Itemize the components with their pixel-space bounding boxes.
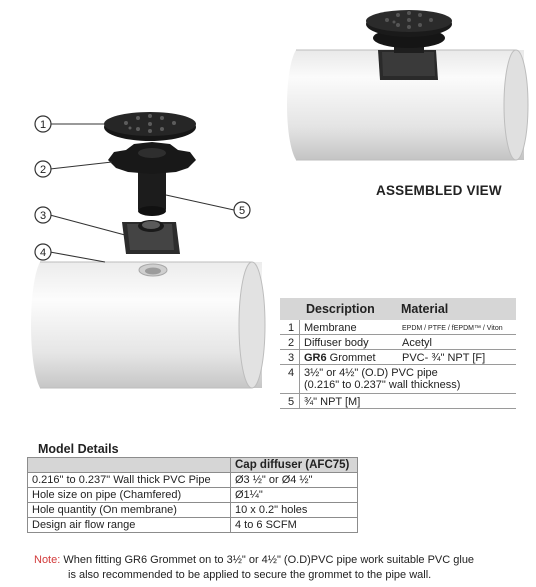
callout-5 <box>234 202 250 218</box>
svg-text:3: 3 <box>39 210 47 222</box>
membrane-part <box>104 112 196 141</box>
model-header-row <box>28 458 358 473</box>
fitting-note: Note: When fitting GR6 Grommet on to 3½" or 4½" (O.D)PVC pipe work suitable PVC glue is also recommended to be applied to secure the grommet to the pipe wall. <box>34 554 475 581</box>
assembled-view-illustration <box>276 0 536 185</box>
svg-text:4: 4 <box>39 247 47 259</box>
svg-text:2: 2 <box>39 164 47 176</box>
grommet-part <box>122 220 180 254</box>
material-header: Material <box>401 302 449 316</box>
model-header: Cap diffuser (AFC75) <box>231 458 358 473</box>
parts-row-4: 4 3½" or 4½" (O.D) PVC pipe (0.216" to 0.237" wall thickness) <box>280 365 516 394</box>
pipe-part <box>31 262 265 388</box>
callout-1 <box>35 116 51 132</box>
model-details-table <box>27 457 358 533</box>
callout-4 <box>35 244 51 260</box>
parts-row-5: 5 ¾" NPT [M] <box>280 394 516 409</box>
description-header: Description <box>306 302 375 316</box>
model-row: 0.216" to 0.237" Wall thick PVC Pipe Ø3 ½" or Ø4 ½" <box>28 473 358 488</box>
note-label: Note: <box>34 554 61 566</box>
model-row: Hole quantity (On membrane) 10 x 0.2" holes <box>28 503 358 518</box>
model-details-title: Model Details <box>38 442 119 456</box>
callout-3 <box>35 207 51 223</box>
diffuser-body-part <box>108 142 196 216</box>
assembled-grommet <box>378 50 438 80</box>
assembled-view-label: ASSEMBLED VIEW <box>376 183 502 198</box>
parts-table-header <box>280 298 516 320</box>
model-row: Hole size on pipe (Chamfered) Ø1¼" <box>28 488 358 503</box>
callout-2 <box>35 161 51 177</box>
svg-text:5: 5 <box>238 205 246 217</box>
assembled-membrane <box>366 10 452 37</box>
parts-row-1: 1 Membrane EPDM / PTFE / fEPDM™ / Viton <box>280 320 516 335</box>
svg-text:1: 1 <box>39 119 47 131</box>
parts-table <box>280 298 516 409</box>
exploded-view-illustration <box>0 0 285 400</box>
model-row: Design air flow range 4 to 6 SCFM <box>28 518 358 533</box>
parts-row-3: 3 GR6 Grommet PVC- ¾" NPT [F] <box>280 350 516 365</box>
parts-row-2: 2 Diffuser body Acetyl <box>280 335 516 350</box>
